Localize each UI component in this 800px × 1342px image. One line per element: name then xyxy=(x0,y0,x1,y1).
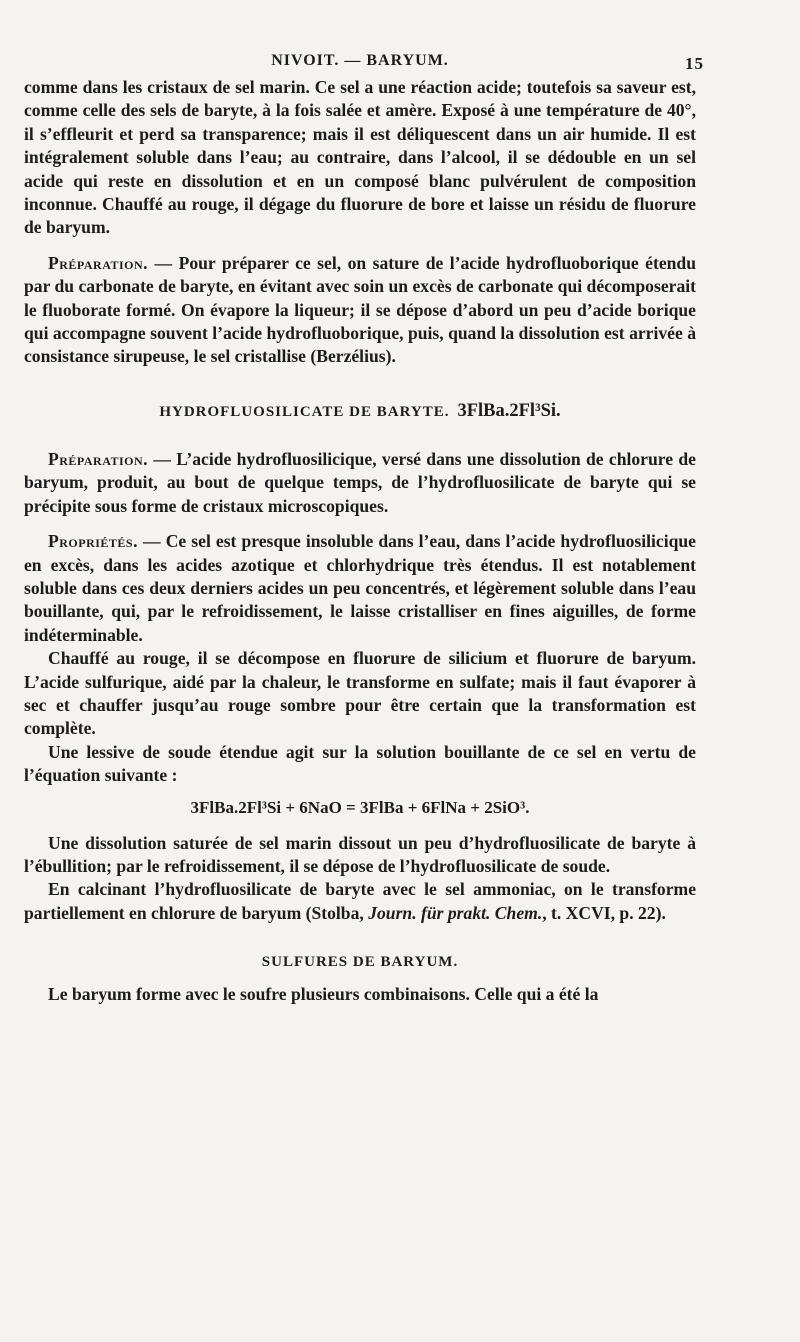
preparation-label: Préparation. xyxy=(48,252,149,273)
paragraph-preparation-hydrofluosilicate xyxy=(24,448,696,518)
paragraph-preparation-fluoborate xyxy=(24,252,696,369)
paragraph-calcinant xyxy=(24,878,696,925)
calcinant-text: En calcinant l’hydrofluosilicate de baryte avec le sel ammoniac, on le transforme partiellement en chlorure de baryum (Stolba, xyxy=(24,879,696,923)
paragraph-sulfures: Le baryum forme avec le soufre plusieurs combinaisons. Celle qui a été la xyxy=(48,984,599,1005)
paragraph-chauffe: Chauffé au rouge, il se décompose en fluorure de silicium et fluorure de baryum. L’acide sulfurique, aidé par la chaleur, le transforme en sulfate; mais il faut évaporer à sec et chauffer jusqu’au rouge sombre pour être certain que la transformation est complète. xyxy=(24,648,696,739)
page-number: 15 xyxy=(685,54,704,73)
preparation-label-2: Préparation. xyxy=(48,448,149,469)
section-sulfures xyxy=(24,953,696,971)
journal-title: Journ. für prakt. Chem. xyxy=(368,902,543,923)
equation: 3FlBa.2Fl³Si + 6NaO = 3FlBa + 6FlNa + 2SiO³. xyxy=(190,797,530,817)
section-title-sulfures: SULFURES DE BARYUM. xyxy=(261,954,459,971)
paragraph-dissolution: Une dissolution saturée de sel marin dissout un peu d’hydrofluosilicate de baryte à l’ébullition; par le refroidissement, il se dépose de l’hydrofluosilicate de soude. xyxy=(24,832,696,876)
header-title: NIVOIT. — BARYUM. xyxy=(271,52,449,69)
page xyxy=(24,46,704,1007)
section-hydrofluosilicate xyxy=(24,401,696,422)
paragraph-lessive: Une lessive de soude étendue agit sur la solution bouillante de ce sel en vertu de l’équation suivante : xyxy=(24,741,696,786)
proprietes-label: Propriétés. xyxy=(48,531,138,552)
proprietes-text: — Ce sel est presque insoluble dans l’eau, dans l’acide hydrofluosilicique en excès, dans les acides azotique et chlorhydrique très étendus. Il est notablement soluble dans ces deux derniers acides un peu concentrés, et légèrement soluble dans l’eau bouillante, qui, par le refroidissement, le laisse cristalliser en fines aiguilles, de forme indéterminable. xyxy=(24,531,696,645)
preparation-text: — Pour préparer ce sel, on sature de l’acide hydrofluoborique étendu par du carbonate de baryte, en évitant avec soin un excès de carbonate qui décomposerait le fluoborate formé. On évapore la liqueur; il se dépose d’abord un peu d’acide borique qui accompagne souvent l’acide hydrofluoborique, puis, quand la dissolution est arrivée à consistance sirupeuse, le sel cristallise (Berzélius). xyxy=(24,252,696,367)
section-formula: 3FlBa.2Fl³Si. xyxy=(457,400,561,421)
preparation-text-2: — L’acide hydrofluosilicique, versé dans une dissolution de chlorure de baryum, produit, au bout de quelque temps, de l’hydrofluosilicate de baryte qui se précipite sous forme de cristaux microscopiques. xyxy=(24,448,696,516)
running-header xyxy=(24,46,704,74)
paragraph-proprietes xyxy=(24,530,696,647)
section-title-hydrofluosilicate: HYDROFLUOSILICATE DE BARYTE. xyxy=(159,403,450,420)
paragraph-sel-properties: comme dans les cristaux de sel marin. Ce sel a une réaction acide; toutefois sa saveur est, comme celle des sels de baryte, à la fois salée et amère. Exposé à une température de 40°, il s’effleurit et perd sa transparence; mais il est déliquescent dans un air humide. Il est intégralement soluble dans l’eau; au contraire, dans l’alcool, il se dédouble en un sel acide qui reste en dissolution et en un composé blanc pulvérulent de composition inconnue. Chauffé au rouge, il dégage du fluorure de bore et laisse un résidu de fluorure de baryum. xyxy=(24,77,696,238)
journal-ref: , t. XCVI, p. 22). xyxy=(542,902,666,923)
